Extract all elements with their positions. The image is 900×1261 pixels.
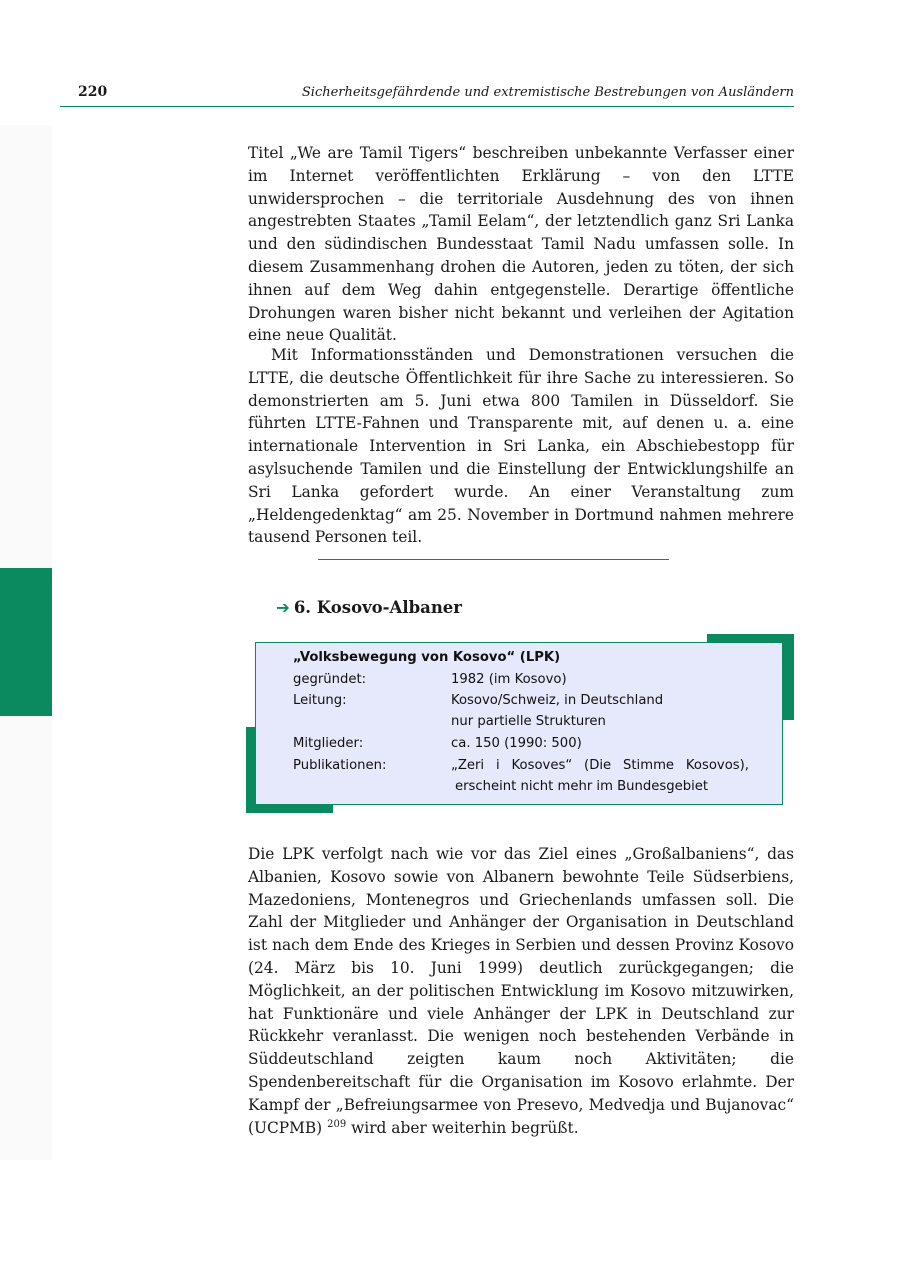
section-title: 6. Kosovo-Albaner: [293, 598, 463, 617]
paragraph-3-text: [248, 843, 794, 1139]
infobox-row-leadership-cont: [293, 714, 753, 735]
publications-word: Stimme: [623, 758, 675, 773]
paragraph-3: [248, 843, 794, 1139]
publications-word: (Die: [584, 758, 612, 773]
publications-label: Publikationen:: [293, 758, 387, 773]
paragraph-3-main: Die LPK verfolgt nach wie vor das Ziel eines „Großalbaniens“, das Albanien, Kosovo sowie von Albanern bewohnte Teile Südserbiens, Mazedoniens, Montenegros und Griechenlands umfassen soll. Die Zahl der Mitglieder und Anhänger der Organisation in Deutschland ist nach dem Ende des Krieges in Serbien und dessen Provinz Kosovo (24. März bis 10. Juni 1999) deutlich zurückgegangen; die Möglichkeit, an der politischen Entwicklung im Kosovo mitzuwirken, hat Funktionäre und viele Anhänger der LPK in Deutschland zur Rückkehr veranlasst. Die wenigen noch bestehenden Verbände in Süddeutschland zeigten kaum noch Aktivitäten; die Spendenbereitschaft für die Organisation im Kosovo erlahmte. Der Kampf der „Befreiungsarmee von Presevo, Medvedja und Bujanovac“ (UCPMB): [248, 845, 794, 1137]
page-header: [60, 84, 794, 107]
arrow-right-icon: ➔: [276, 598, 290, 617]
leadership-label: Leitung:: [293, 693, 347, 708]
infobox-row-leadership: [293, 693, 753, 714]
paragraph-2-text: Mit Informationsständen und Demonstrationen versuchen die LTTE, die deutsche Öffentlichkeit für ihre Sache zu interessieren. So demonstrierten am 5. Juni etwa 800 Tamilen in Düsseldorf. Sie führten LTTE-Fahnen und Transparente mit, auf denen u. a. eine internationale Intervention in Sri Lanka, ein Abschiebestopp für asylsuchende Tamilen und die Einstellung der Entwicklungshilfe an Sri Lanka gefordert wurde. An einer Veranstaltung zum „Heldengedenktag“ am 25. November in Dortmund nahmen mehrere tausend Personen teil.: [248, 346, 794, 547]
publications-value-line2: erscheint nicht mehr im Bundesgebiet: [455, 779, 709, 794]
infobox-title: „Volksbewegung von Kosovo“ (LPK): [293, 650, 561, 665]
publications-word: „Zeri: [451, 758, 485, 773]
running-title: Sicherheitsgefährdende und extremistische Bestrebungen von Ausländern: [301, 85, 794, 100]
infobox-row-members: [293, 736, 753, 757]
paragraph-1: [248, 142, 794, 347]
members-value: ca. 150 (1990: 500): [451, 736, 582, 751]
infobox-row-publications: [293, 758, 753, 779]
founded-value: 1982 (im Kosovo): [451, 672, 567, 687]
chapter-tab-marker: [0, 568, 52, 716]
footnote-marker[interactable]: 209: [327, 1118, 347, 1130]
section-divider: [318, 559, 669, 560]
publications-word: Kosovos),: [685, 758, 749, 773]
organization-infobox: [255, 642, 783, 805]
infobox-row-publications-cont: [293, 779, 753, 800]
paragraph-3-end: wird aber weiterhin begrüßt.: [351, 1118, 579, 1137]
members-label: Mitglieder:: [293, 736, 364, 751]
publications-value-line1: [451, 758, 749, 773]
publications-word: i: [495, 758, 500, 773]
publications-word: Kosoves“: [511, 758, 573, 773]
founded-label: gegründet:: [293, 672, 367, 687]
infobox-row-founded: [293, 672, 753, 693]
section-heading: [276, 598, 462, 617]
leadership-value-line2: nur partielle Strukturen: [451, 714, 606, 729]
paragraph-1-text: Titel „We are Tamil Tigers“ beschreiben unbekannte Verfasser einer im Internet veröffentlichten Erklärung – von den LTTE unwidersprochen – die territoriale Ausdehnung des von ihnen angestrebten Staates „Tamil Eelam“, der letztendlich ganz Sri Lanka und den südindischen Bundesstaat Tamil Nadu umfassen solle. In diesem Zusammenhang drohen die Autoren, jeden zu töten, der sich ihnen auf dem Weg dahin entgegenstelle. Derartige öffentliche Drohungen waren bisher nicht bekannt und verleihen der Agitation eine neue Qualität.: [248, 144, 794, 345]
page-number: 220: [78, 84, 108, 100]
leadership-value-line1: Kosovo/Schweiz, in Deutschland: [451, 693, 664, 708]
paragraph-2: [248, 344, 794, 549]
